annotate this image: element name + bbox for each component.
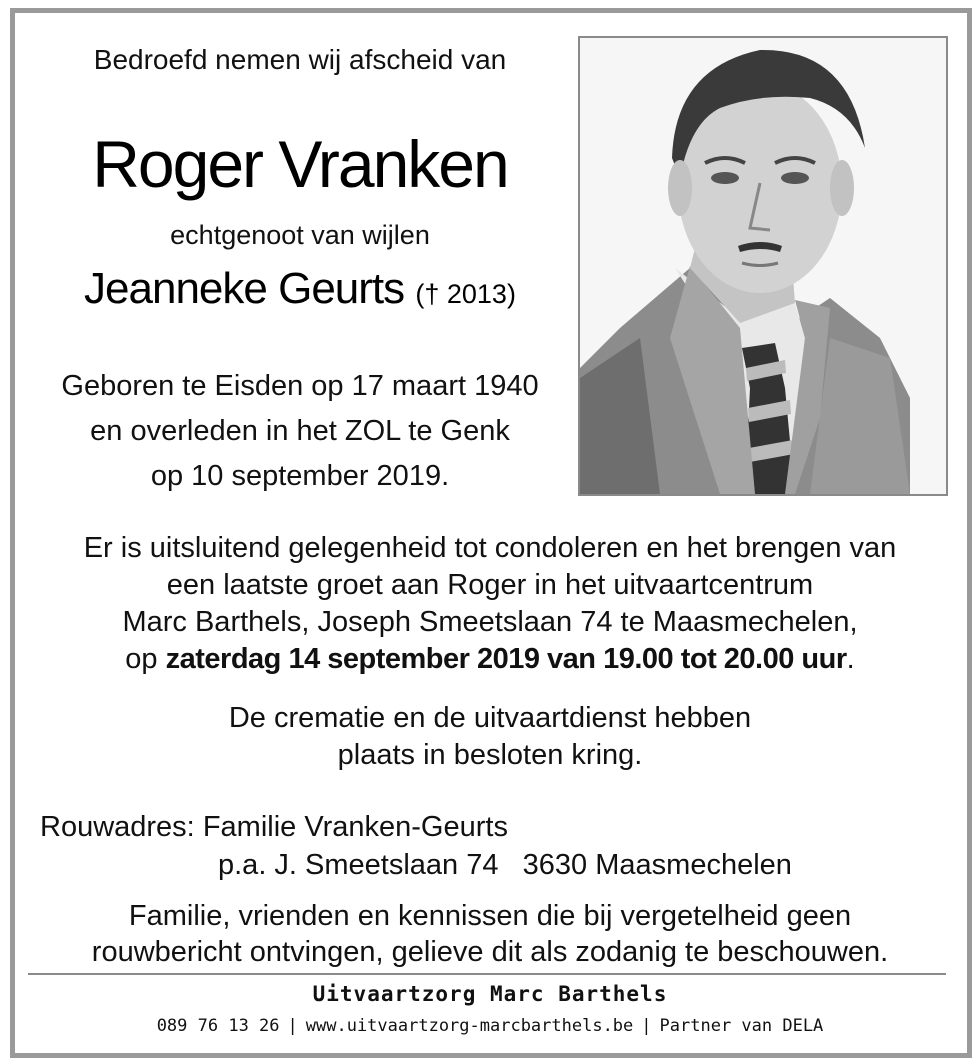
address-family: Familie Vranken-Geurts [202, 811, 508, 843]
footer-divider [28, 973, 946, 975]
footer-contacts [20, 1016, 960, 1036]
website-link[interactable]: www.uitvaartzorg-marcbarthels.be [305, 1016, 634, 1036]
address-city: 3630 Maasmechelen [522, 849, 792, 881]
spouse-line [40, 264, 560, 314]
mourning-address [40, 808, 792, 884]
bio-line: Geboren te Eisden op 17 maart 1940 [61, 370, 539, 402]
intro-text: Bedroefd nemen wij afscheid van [93, 44, 507, 75]
cremation-line: De crematie en de uitvaartdienst hebben [228, 702, 752, 734]
portrait-photo-icon [580, 38, 946, 494]
condolence-line: Er is uitsluitend gelegenheid tot condoleren en het brengen van [83, 532, 897, 564]
condolence-line: Marc Barthels, Joseph Smeetslaan 74 te Maasmechelen, [122, 606, 858, 638]
address-label: Rouwadres: [40, 811, 195, 843]
bio-line: op 10 september 2019. [150, 460, 450, 492]
spouse-name: Jeanneke Geurts [84, 264, 405, 313]
portrait-photo [578, 36, 948, 496]
cremation-line: plaats in besloten kring. [337, 739, 643, 771]
condolence-suffix: . [846, 643, 855, 675]
address-line2 [40, 846, 792, 884]
separator: | [641, 1016, 652, 1036]
partner-text: Partner van DELA [659, 1016, 824, 1036]
condolence-line [20, 641, 960, 678]
notice-block [20, 898, 960, 970]
condolence-line: een laatste groet aan Roger in het uitvaartcentrum [166, 569, 814, 601]
cremation-block [20, 700, 960, 774]
phone-number: 089 76 13 26 [156, 1016, 280, 1036]
spouse-intro: echtgenoot van wijlen [170, 220, 430, 250]
address-line1 [40, 808, 792, 846]
condolence-block [20, 530, 960, 678]
notice-line: Familie, vrienden en kennissen die bij vergetelheid geen [128, 900, 852, 932]
bio-block [40, 364, 560, 499]
condolence-prefix: op [125, 643, 158, 675]
address-street: p.a. J. Smeetslaan 74 [218, 849, 499, 881]
bio-line: en overleden in het ZOL te Genk [90, 415, 510, 447]
spouse-death: († 2013) [415, 279, 516, 309]
condolence-date: zaterdag 14 september 2019 van 19.00 tot 20.00 uur [165, 643, 847, 675]
deceased-name: Roger Vranken [92, 127, 508, 201]
funeral-home-name: Uitvaartzorg Marc Barthels [312, 982, 668, 1006]
separator: | [287, 1016, 298, 1036]
notice-line: rouwbericht ontvingen, gelieve dit als zodanig te beschouwen. [91, 936, 889, 968]
